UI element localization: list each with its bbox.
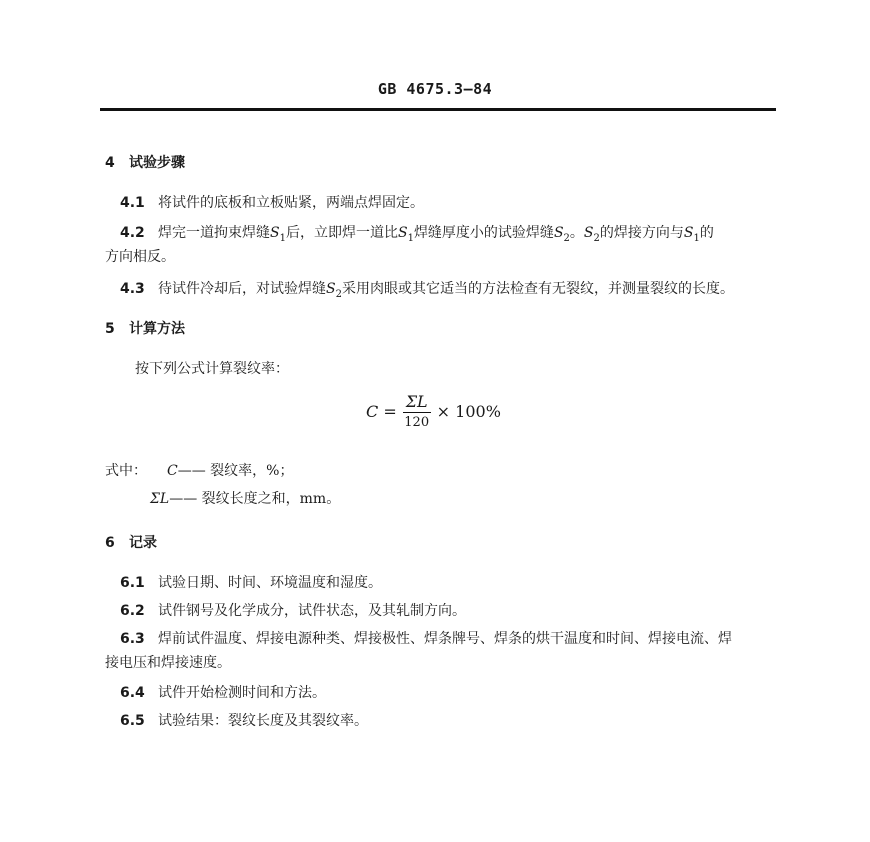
definition-symbol: ΣL <box>150 491 170 507</box>
section-number: 5 <box>105 321 115 337</box>
item-6-4 <box>120 682 326 702</box>
definition-2 <box>150 488 340 508</box>
item-text: 试件钢号及化学成分，试件状态，及其轧制方向。 <box>158 603 466 619</box>
item-text: 。 <box>569 225 584 241</box>
section-title: 试验步骤 <box>129 155 185 171</box>
item-text: 试验结果：裂纹长度及其裂纹率。 <box>158 713 368 729</box>
subscript: 2 <box>593 232 600 244</box>
definition-text: —— 裂纹长度之和，mm。 <box>169 491 341 507</box>
section-title: 计算方法 <box>129 321 185 337</box>
variable-s: S <box>326 281 336 297</box>
variable-s: S <box>683 225 694 241</box>
section-4-heading <box>105 152 185 172</box>
standard-code-header: GB 4675.3—84 <box>377 80 493 98</box>
item-number: 4.2 <box>120 225 145 241</box>
item-6-3-continuation: 接电压和焊接速度。 <box>105 655 231 671</box>
item-number: 6.4 <box>120 685 145 701</box>
formula-rhs: × 100% <box>436 401 501 421</box>
section-number: 4 <box>105 155 115 171</box>
item-6-3 <box>120 628 732 648</box>
variable-s: S <box>583 225 594 241</box>
definition-text: —— 裂纹率，%； <box>177 463 294 479</box>
item-text: 采用肉眼或其它适当的方法检查有无裂纹，并测量裂纹的长度。 <box>341 281 734 297</box>
section-5-heading <box>105 318 185 338</box>
formula-intro: 按下列公式计算裂纹率： <box>135 361 289 377</box>
definition-1 <box>105 460 293 480</box>
subscript: 1 <box>407 232 414 244</box>
item-text: 的焊接方向与 <box>599 225 684 241</box>
item-6-2 <box>120 600 466 620</box>
item-text: 试验日期、时间、环境温度和湿度。 <box>158 575 382 591</box>
item-number: 6.1 <box>120 575 145 591</box>
item-6-5 <box>120 710 368 730</box>
formula-denominator: 120 <box>404 415 430 430</box>
section-title: 记录 <box>129 535 157 551</box>
item-4-2 <box>120 222 714 244</box>
header-rule <box>100 108 776 111</box>
subscript: 1 <box>279 232 286 244</box>
item-number: 6.3 <box>120 631 145 647</box>
formula-numerator: ΣL <box>403 392 431 413</box>
item-text: 的 <box>699 225 714 241</box>
where-label: 式中： <box>105 463 147 479</box>
section-number: 6 <box>105 535 115 551</box>
item-text: 焊完一道拘束焊缝 <box>158 225 270 241</box>
definition-symbol: C <box>167 463 178 479</box>
item-number: 6.5 <box>120 713 145 729</box>
item-text: 试件开始检测时间和方法。 <box>158 685 326 701</box>
subscript: 2 <box>563 232 570 244</box>
item-number: 4.1 <box>120 195 145 211</box>
item-4-3 <box>120 278 734 300</box>
item-text: 将试件的底板和立板贴紧，两端点焊固定。 <box>158 195 424 211</box>
item-6-1 <box>120 572 382 592</box>
item-4-2-continuation: 方向相反。 <box>105 249 175 265</box>
variable-s: S <box>397 225 408 241</box>
item-text: 焊缝厚度小的试验焊缝 <box>413 225 554 241</box>
formula-fraction <box>403 392 431 430</box>
variable-s: S <box>270 225 280 241</box>
subscript: 1 <box>693 232 700 244</box>
variable-s: S <box>553 225 564 241</box>
subscript: 2 <box>335 288 342 300</box>
item-number: 4.3 <box>120 281 145 297</box>
formula-lhs: C = <box>366 401 397 421</box>
item-text: 待试件冷却后，对试验焊缝 <box>158 281 326 297</box>
crack-rate-formula <box>366 392 501 430</box>
item-4-1 <box>120 192 424 212</box>
item-number: 6.2 <box>120 603 145 619</box>
item-text: 后，立即焊一道比 <box>285 225 398 241</box>
section-6-heading <box>105 532 157 552</box>
item-text: 焊前试件温度、焊接电源种类、焊接极性、焊条牌号、焊条的烘干温度和时间、焊接电流、焊 <box>158 631 732 647</box>
